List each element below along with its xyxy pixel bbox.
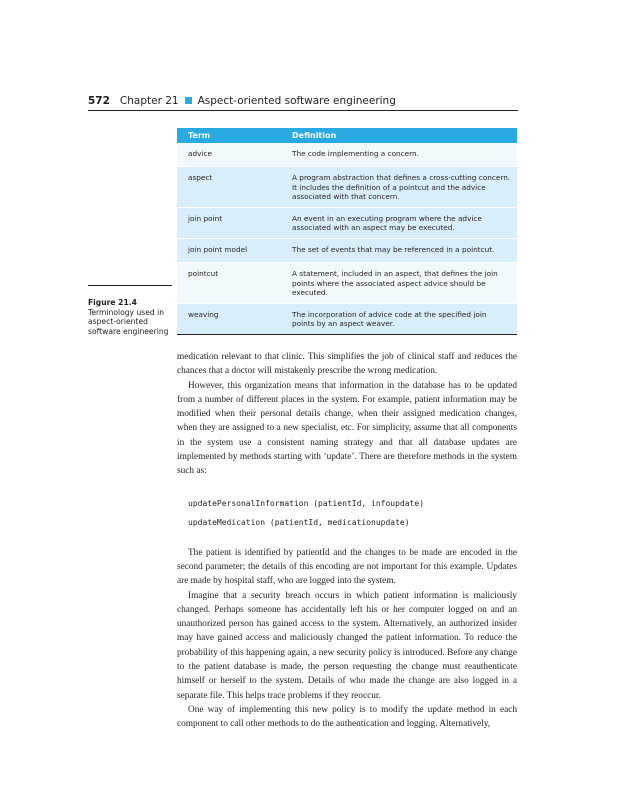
table-header-row (177, 128, 517, 143)
code-line: updatePersonalInformation (patientId, infoupdate) (188, 498, 425, 508)
figure-caption (88, 285, 172, 336)
table-row (177, 167, 517, 208)
table-row (177, 207, 517, 238)
table-row (177, 238, 517, 262)
term-cell: advice (177, 143, 281, 167)
paragraph: Imagine that a security breach occurs in which patient information is maliciously changed. Perhaps someone has accidentally left his or her computer logged on and an unauthorized person has gained access to the system. Alternatively, an authorized insider may have gained access and maliciously changed the patient information. To reduce the probability of this happening again, a new security policy is introduced. Before any change to the patient database is made, the person requesting the change must reauthenticate himself or herself to the system. Details of who made the change are also logged in a separate file. This helps trace problems if they reoccur. (177, 590, 517, 701)
table-row (177, 262, 517, 303)
definition-cell: The code implementing a concern. (281, 143, 517, 167)
term-cell: join point (177, 207, 281, 238)
figure-caption-text: Terminology used in aspect-oriented software engineering (88, 307, 169, 336)
term-cell: weaving (177, 303, 281, 334)
paragraph: However, this organization means that information in the database has to be updated from a number of different places in the system. For example, patient information may be modified when their personal details change, when their assigned medication changes, when they are assigned to a new specialist, etc. For simplicity, assume that all components in the system use a consistent naming strategy and that all database updates are implemented by methods starting with ‘update’. There are therefore methods in the system such as: (177, 380, 517, 477)
paragraph: medication relevant to that clinic. This simplifies the job of clinical staff and reduces the chances that a doctor will mistakenly prescribe the wrong medication. (177, 352, 517, 377)
body-text (177, 350, 517, 732)
definition-cell: The incorporation of advice code at the specified join points by an aspect weaver. (281, 303, 517, 334)
square-bullet-icon (185, 97, 192, 104)
definition-cell: The set of events that may be referenced in a pointcut. (281, 238, 517, 262)
running-header (88, 94, 518, 111)
paragraph: The patient is identified by patientId and the changes to be made are encoded in the second parameter; the details of this encoding are not important for this example. Updates are made by hospital staff, who are logged into the system. (177, 547, 517, 587)
code-line: updateMedication (patientId, medicationupdate) (188, 517, 410, 527)
table-row (177, 303, 517, 334)
terminology-table (177, 128, 517, 335)
table-row (177, 143, 517, 167)
code-block (177, 479, 517, 546)
term-cell: join point model (177, 238, 281, 262)
definition-cell: A program abstraction that defines a cross-cutting concern. It includes the definition of a pointcut and the advice associated with that concern. (281, 167, 517, 208)
chapter-label: Chapter 21 (119, 95, 179, 107)
column-header-term: Term (177, 128, 281, 143)
definition-cell: A statement, included in an aspect, that defines the join points where the associated aspect advice should be executed. (281, 262, 517, 303)
page-number: 572 (88, 95, 110, 107)
figure-label: Figure 21.4 (88, 298, 137, 307)
term-cell: pointcut (177, 262, 281, 303)
term-cell: aspect (177, 167, 281, 208)
column-header-definition: Definition (281, 128, 517, 143)
definition-cell: An event in an executing program where the advice associated with an aspect may be executed. (281, 207, 517, 238)
paragraph: One way of implementing this new policy is to modify the update method in each component to call other methods to do the authentication and logging. Alternatively, (177, 704, 517, 730)
chapter-title: Aspect-oriented software engineering (197, 95, 396, 107)
